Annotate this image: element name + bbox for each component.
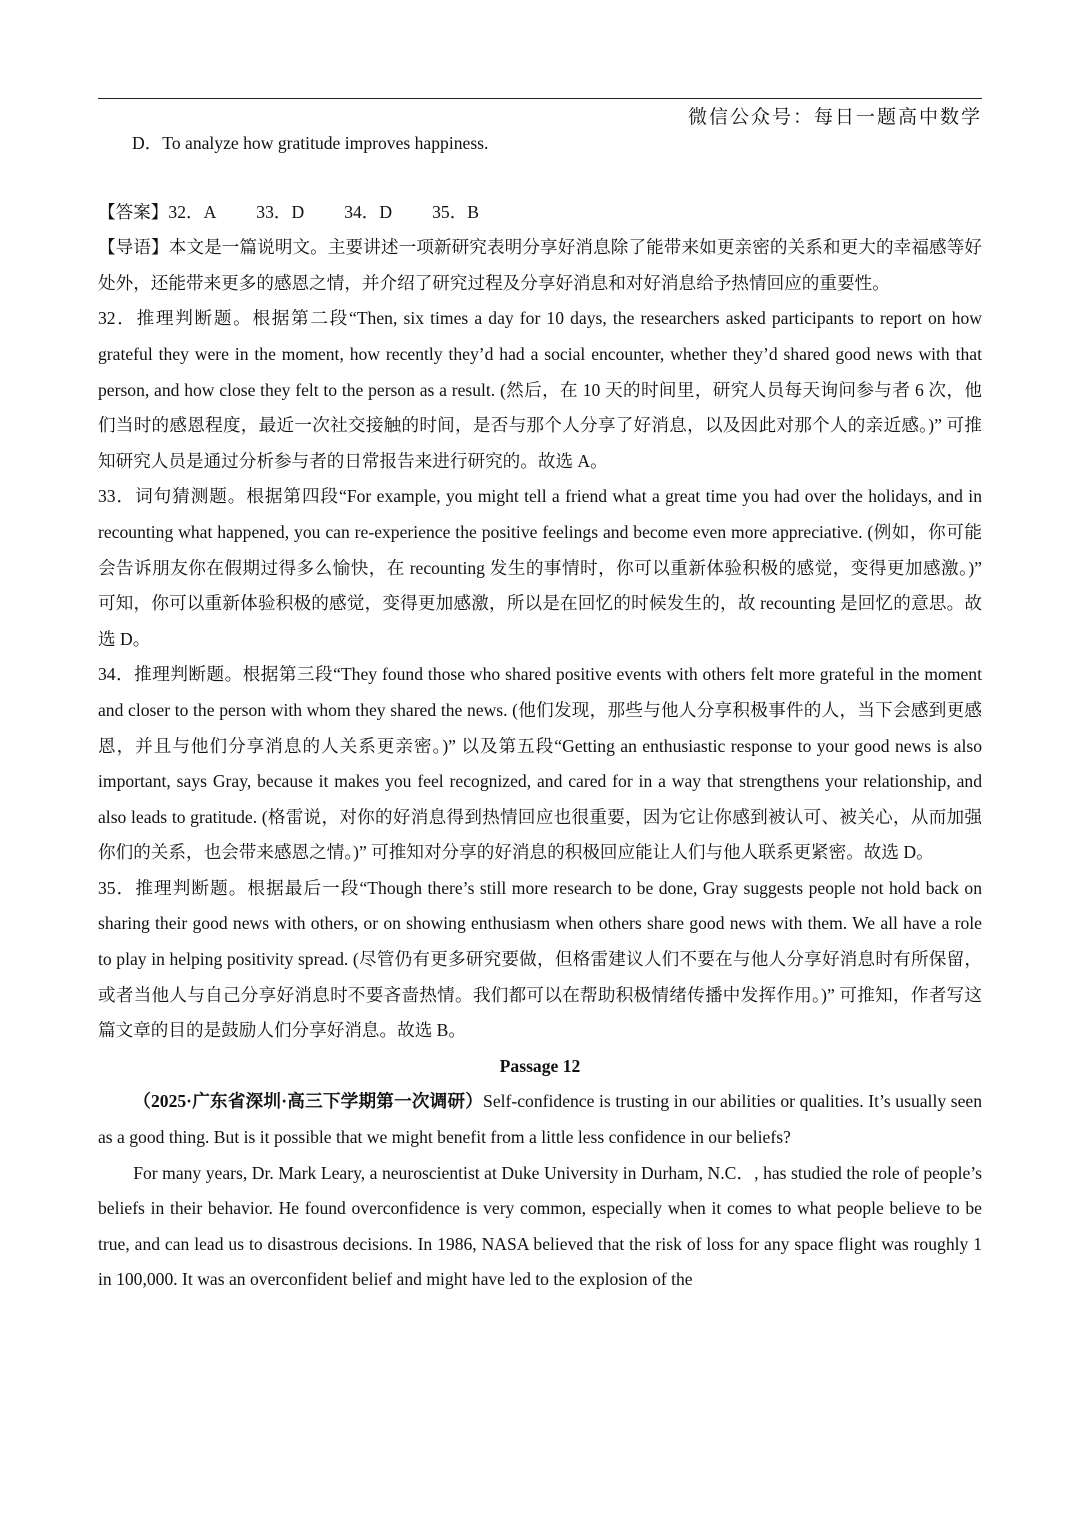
passage-p1-text: Self-confidence is trusting in our abilities or qualities. It’s usually seen as a good thing. But is it possible that we might benefit from a little less confidence in our beliefs? [98, 1091, 982, 1148]
explanation-34: 34．推理判断题。根据第三段“They found those who shared positive events with others felt more grateful in the moment and closer to the person with whom they shared the news. (他们发现，那些与他人分享积极事件的人，当下会感到更感恩，并且与他们分享消息的人关系更亲密。)” 以及第五段“Getting an enthusiastic response to your good news is also important, says Gray, because it makes you feel recognized, and cared for in a way that strengthens your relationship, and also leads to gratitude. (格雷说，对你的好消息得到热情回应也很重要，因为它让你感到被认可、被关心，从而加强你们的关系，也会带来感恩之情。)” 可推知对分享的好消息的积极回应能让人们与他人联系更紧密。故选 D。 [98, 664, 982, 863]
explanation-35: 35．推理判断题。根据最后一段“Though there’s still more research to be done, Gray suggests people not hold back on sharing their good news with others, or on showing enthusiasm when others share good news with them. We all have a role to play in helping positivity spread. (尽管仍有更多研究要做，但格雷建议人们不要在与他人分享好消息时有所保留，或者当他人与自己分享好消息时不要吝啬热情。我们都可以在帮助积极情绪传播中发挥作用。)” 可推知，作者写这篇文章的目的是鼓励人们分享好消息。故选 B。 [98, 877, 982, 1041]
answer-item: 34．D [344, 201, 393, 222]
answer-item: 35．B [432, 201, 480, 222]
passage-paragraph-2: For many years, Dr. Mark Leary, a neuroscientist at Duke University in Durham, N.C．, has studied the role of people’s beliefs in their behavior. He found overconfidence is very common, especially when it comes to what people believe to be true, and can lead us to disastrous decisions. In 1986, NASA believed that the risk of loss for any space flight was roughly 1 in 100,000. It was an overconfident belief and might have led to the explosion of the [98, 1162, 982, 1290]
option-d: D．To analyze how gratitude improves happiness. [132, 133, 489, 153]
spacer [98, 162, 982, 195]
explanation-33: 33．词句猜测题。根据第四段“For example, you might tell a friend what a great time you had over the holidays, and in recounting what happened, you can re-experience the positive feelings and become even more appreciative. (例如，你可能会告诉朋友你在假期过得多么愉快，在 recounting 发生的事情时，你可以重新体验积极的感觉，变得更加感激。)” 可知，你可以重新体验积极的感觉，变得更加感激，所以是在回忆的时候发生的，故 recounting 是回忆的意思。故选 D。 [98, 486, 982, 649]
answer-item: 32．A [168, 201, 217, 222]
header-note: 微信公众号：每日一题高中数学 [687, 106, 982, 128]
guide-paragraph: 【导语】本文是一篇说明文。主要讲述一项新研究表明分享好消息除了能带来如更亲密的关系和更大的幸福感等好处外，还能带来更多的感恩之情，并介绍了研究过程及分享好消息和对好消息给予热情回应的重要性。 [98, 237, 982, 293]
passage-paragraph-1 [98, 1084, 982, 1155]
answer-label: 【答案】 [98, 201, 169, 222]
answer-item: 33．D [256, 201, 305, 222]
answer-line [98, 195, 982, 231]
passage-title: Passage 12 [499, 1055, 581, 1076]
header-rule [98, 98, 982, 99]
passage-source: （2025·广东省深圳·高三下学期第一次调研） [133, 1091, 484, 1112]
document-body [98, 126, 982, 1298]
explanation-32: 32．推理判断题。根据第二段“Then, six times a day for 10 days, the researchers asked participants to report on how grateful they were in the moment, how recently they’d had a social encounter, whether they’d shared good news with that person, and how close they felt to the person as a result. (然后，在 10 天的时间里，研究人员每天询问参与者 6 次，他们当时的感恩程度，最近一次社交接触的时间，是否与那个人分享了好消息，以及因此对那个人的亲近感。)” 可推知研究人员是通过分析参与者的日常报告来进行研究的。故选 A。 [98, 308, 982, 471]
